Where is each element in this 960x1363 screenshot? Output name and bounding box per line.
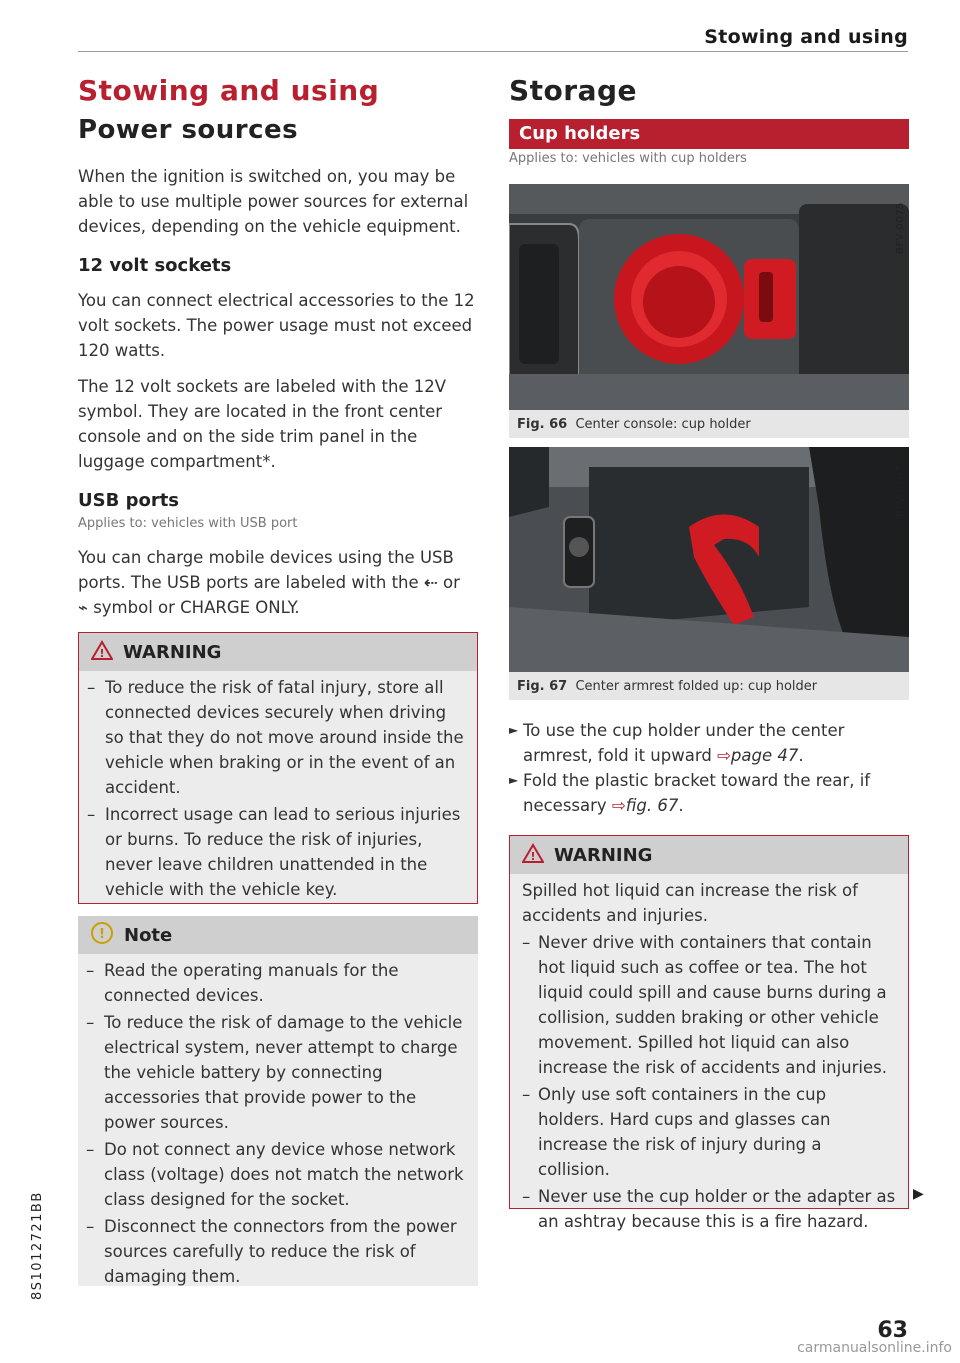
figure-66-code: BFV-0075 [895,202,906,254]
warning-item: – Never drive with containers that contain hot liquid such as coffee or tea. The hot liquid could spill and cause burns during a collision, sudden braking or other vehicle movement. Spilled hot liquid can also increase the risk of accidents and injuries. [522,933,887,1077]
svg-text:!: ! [99,646,105,660]
intro-paragraph: When the ignition is switched on, you may be able to use multiple power sources for external devices, depending on the vehicle equipment. [78,167,469,236]
svg-text:!: ! [530,849,536,863]
subsection-title: Power sources [78,115,299,145]
step-list [509,718,909,818]
warning-triangle-icon [91,640,113,665]
warning-box-power [78,632,478,904]
watermark: carmanualsonline.info [797,1340,952,1356]
charge-symbol-icon: ⌁ [78,598,88,617]
warning-box-cup [509,835,909,1231]
note-item: – To reduce the risk of damage to the vehicle electrical system, never attempt to charge the vehicle battery by connecting accessories that provide power to the power sources. [86,1013,463,1132]
volt-sockets-heading: 12 volt sockets [78,255,232,276]
note-item: – Read the operating manuals for the connected devices. [86,961,399,1005]
header-divider [78,51,908,52]
warning-title: WARNING [554,844,653,866]
usb-heading: USB ports [78,490,180,511]
step-item: ► To use the cup holder under the center armrest, fold it upward ⇨page 47. [509,721,845,765]
warning-title: WARNING [123,641,222,663]
volt-paragraph-1: You can connect electrical accessories to the 12 volt sockets. The power usage must not exceed 120 watts. [78,291,475,360]
cup-holders-applies: Applies to: vehicles with cup holders [509,151,747,166]
note-item: – Disconnect the connectors from the power sources carefully to reduce the risk of damaging them. [86,1217,457,1286]
running-header: Stowing and using [704,26,908,48]
section-title: Stowing and using [78,74,380,107]
warning-triangle-icon [522,843,544,868]
document-code: 8S1012721BB [30,1191,45,1300]
figure-66-image [509,184,909,410]
warning-item: – Only use soft containers in the cup holders. Hard cups and glasses can increase the risk of injury during a collision. [522,1085,831,1179]
note-title: Note [124,924,173,946]
storage-title: Storage [509,74,638,107]
svg-text:!: ! [99,926,105,942]
figure-67-image [509,447,909,672]
figure-66-caption: Fig. 66 Center console: cup holder [509,410,909,438]
warning-item: – Never use the cup holder or the adapter as an ashtray because this is a fire hazard. [522,1187,896,1231]
note-info-icon [90,921,114,950]
usb-symbol-icon: ⇠ [423,573,438,592]
usb-text-a: You can charge mobile devices using the USB ports. The USB ports are labeled with the [78,548,454,592]
warning-item: – Incorrect usage can lead to serious injuries or burns. To reduce the risk of injuries, never leave children unattended in the vehicle with the vehicle key. [87,805,461,899]
continue-arrow-icon: ▶ [913,1186,924,1202]
usb-text-b: symbol or CHARGE ONLY. [93,598,300,617]
usb-text-or: or [442,573,460,592]
warning-header [510,836,908,874]
volt-paragraph-2: The 12 volt sockets are labeled with the 12V symbol. They are located in the front center console and on the side trim panel in the luggage compartment*. [78,377,447,471]
warning-intro: Spilled hot liquid can increase the risk of accidents and injuries. [522,881,858,925]
figure-67-caption: Fig. 67 Center armrest folded up: cup holder [509,672,909,700]
usb-paragraph [78,545,478,620]
step-item: ► Fold the plastic bracket toward the rear, if necessary ⇨fig. 67. [509,771,871,815]
note-item: – Do not connect any device whose network class (voltage) does not match the network class designed for the socket. [86,1140,464,1209]
warning-item: – To reduce the risk of fatal injury, store all connected devices securely when driving so that they do not move around inside the vehicle when braking or in the event of an accident. [87,678,464,797]
cup-holders-bar: Cup holders [509,119,909,149]
note-header [78,916,478,954]
warning-header [79,633,477,671]
figure-ref-link[interactable]: fig. 67 [625,796,679,815]
page-number: 63 [877,1318,908,1343]
note-box [78,916,478,1286]
page-ref-link[interactable]: page 47 [730,746,799,765]
usb-applies: Applies to: vehicles with USB port [78,516,298,531]
figure-67-code: BFV-0107 [895,465,906,517]
